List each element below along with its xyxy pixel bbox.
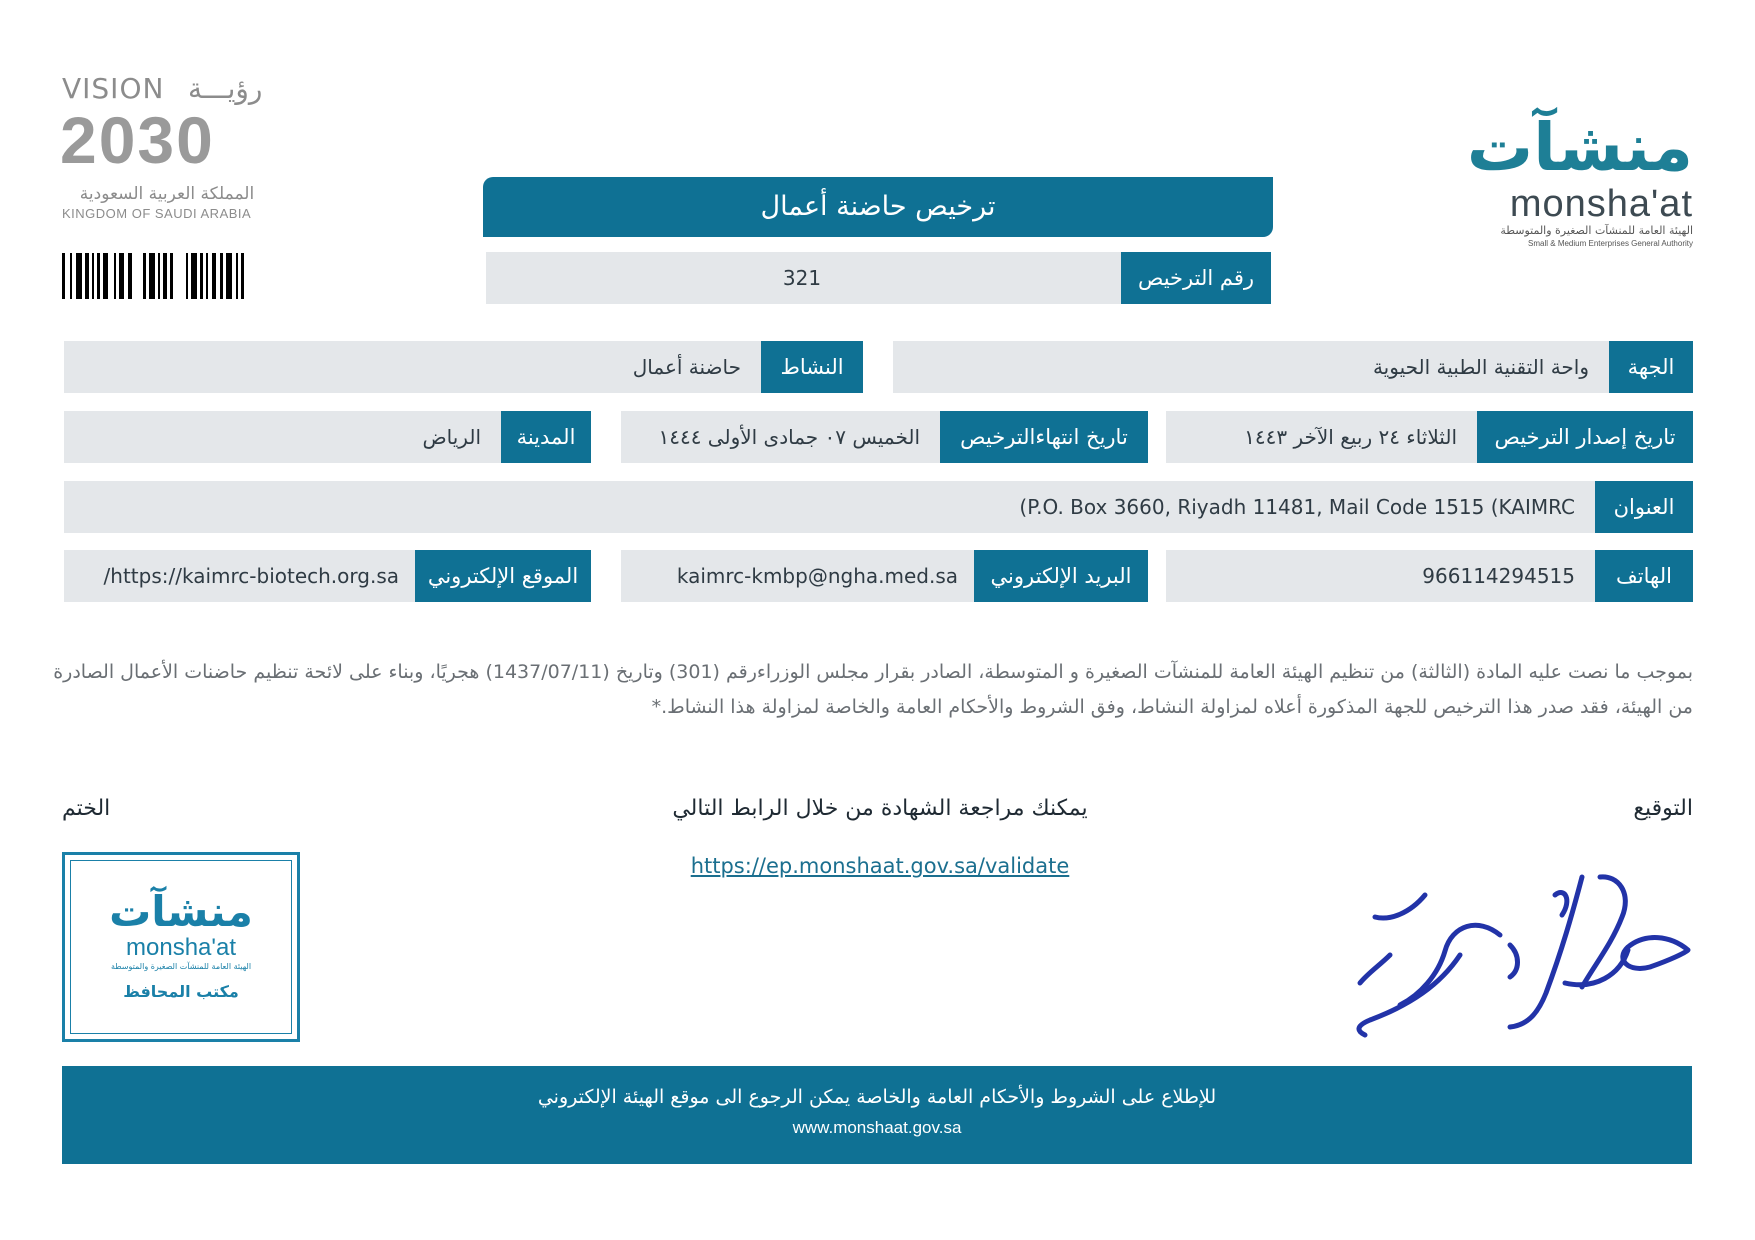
activity-label: النشاط: [761, 341, 863, 393]
expiry-date-field: [621, 411, 1148, 463]
city-field: [64, 411, 591, 463]
monshaat-name-en: monsha'at: [1509, 183, 1693, 225]
website-value[interactable]: /https://kaimrc-biotech.org.sa: [103, 564, 399, 588]
verify-text: يمكنك مراجعة الشهادة من خلال الرابط التالي: [672, 796, 1088, 821]
handwritten-signature: [1350, 855, 1695, 1045]
vision-country-en: KINGDOM OF SAUDI ARABIA: [62, 206, 252, 221]
issue-date-field: [1166, 411, 1693, 463]
city-label: المدينة: [501, 411, 591, 463]
stamp-name-ar: منشآت: [109, 887, 253, 936]
monshaat-name-ar: منشآت: [1466, 109, 1693, 186]
city-value: الرياض: [422, 425, 481, 449]
address-label: العنوان: [1595, 481, 1693, 533]
issue-date-value: الثلاثاء ٢٤ ربيع الآخر ١٤٤٣: [1244, 425, 1457, 449]
vision-label-ar: رؤيـــة: [188, 72, 263, 105]
license-number-label: رقم الترخيص: [1121, 252, 1271, 304]
expiry-date-value: الخميس ٠٧ جمادى الأولى ١٤٤٤: [658, 425, 920, 449]
vision-year: 2030: [60, 103, 215, 177]
website-field: [64, 550, 591, 602]
monshaat-subtitle-en: Small & Medium Enterprises General Authority: [1528, 239, 1693, 248]
license-number-value: 321: [782, 266, 822, 290]
vision-country-ar: المملكة العربية السعودية: [79, 184, 255, 204]
email-value[interactable]: kaimrc-kmbp@ngha.med.sa: [676, 564, 958, 588]
license-statement: بموجب ما نصت عليه المادة (الثالثة) من تنظيم الهيئة العامة للمنشآت الصغيرة و المتوسطة، الصادر بقرار مجلس الوزراءرقم (301) وتاريخ (1437/07/11) هجريًا، وبناء على لائحة تنظيم حاضنات الأعمال الصادرة من الهيئة، فقد صدر هذا الترخيص للجهة المذكورة أعلاه لمزاولة النشاط، وفق الشروط والأحكام العامة والخاصة لمزاولة هذا النشاط.*: [53, 661, 1693, 718]
signature-label: التوقيع: [1633, 796, 1693, 821]
address-value: (P.O. Box 3660, Riyadh 11481, Mail Code 1515 (KAIMRC: [1019, 495, 1575, 519]
stamp-subtitle: الهيئة العامة للمنشآت الصغيرة والمتوسطة: [110, 962, 252, 971]
monshaat-subtitle-ar: الهيئة العامة للمنشآت الصغيرة والمتوسطة: [1500, 224, 1693, 237]
seal-label: الختم: [62, 796, 111, 821]
footer-note: للإطلاع على الشروط والأحكام العامة والخاصة يمكن الرجوع الى موقع الهيئة الإلكتروني: [537, 1086, 1217, 1108]
vision-2030-logo: [60, 72, 280, 222]
vision-label: VISION: [62, 72, 165, 105]
stamp-office: مكتب المحافظ: [123, 982, 239, 1001]
address-field: [64, 481, 1693, 533]
phone-label: الهاتف: [1595, 550, 1693, 602]
entity-label: الجهة: [1609, 341, 1693, 393]
email-label: البريد الإلكتروني: [974, 550, 1148, 602]
license-number-field: [486, 252, 1271, 304]
email-field: [621, 550, 1148, 602]
footer-website[interactable]: www.monshaat.gov.sa: [792, 1118, 962, 1137]
issue-date-label: تاريخ إصدار الترخيص: [1477, 411, 1693, 463]
verify-link[interactable]: https://ep.monshaat.gov.sa/validate: [690, 854, 1070, 878]
barcode-icon: [62, 253, 244, 299]
stamp-name-en: monsha'at: [126, 934, 236, 961]
entity-value: واحة التقنية الطبية الحيوية: [1372, 355, 1589, 379]
monshaat-logo: [1463, 109, 1693, 262]
activity-field: [64, 341, 863, 393]
activity-value: حاضنة أعمال: [632, 355, 741, 379]
official-stamp: [62, 852, 300, 1042]
expiry-date-label: تاريخ انتهاءالترخيص: [940, 411, 1148, 463]
phone-field: [1166, 550, 1693, 602]
footer: [62, 1066, 1692, 1164]
website-label: الموقع الإلكتروني: [415, 550, 591, 602]
page-title: ترخيص حاضنة أعمال: [483, 177, 1273, 237]
entity-field: [893, 341, 1693, 393]
phone-value: 966114294515: [1422, 564, 1575, 588]
